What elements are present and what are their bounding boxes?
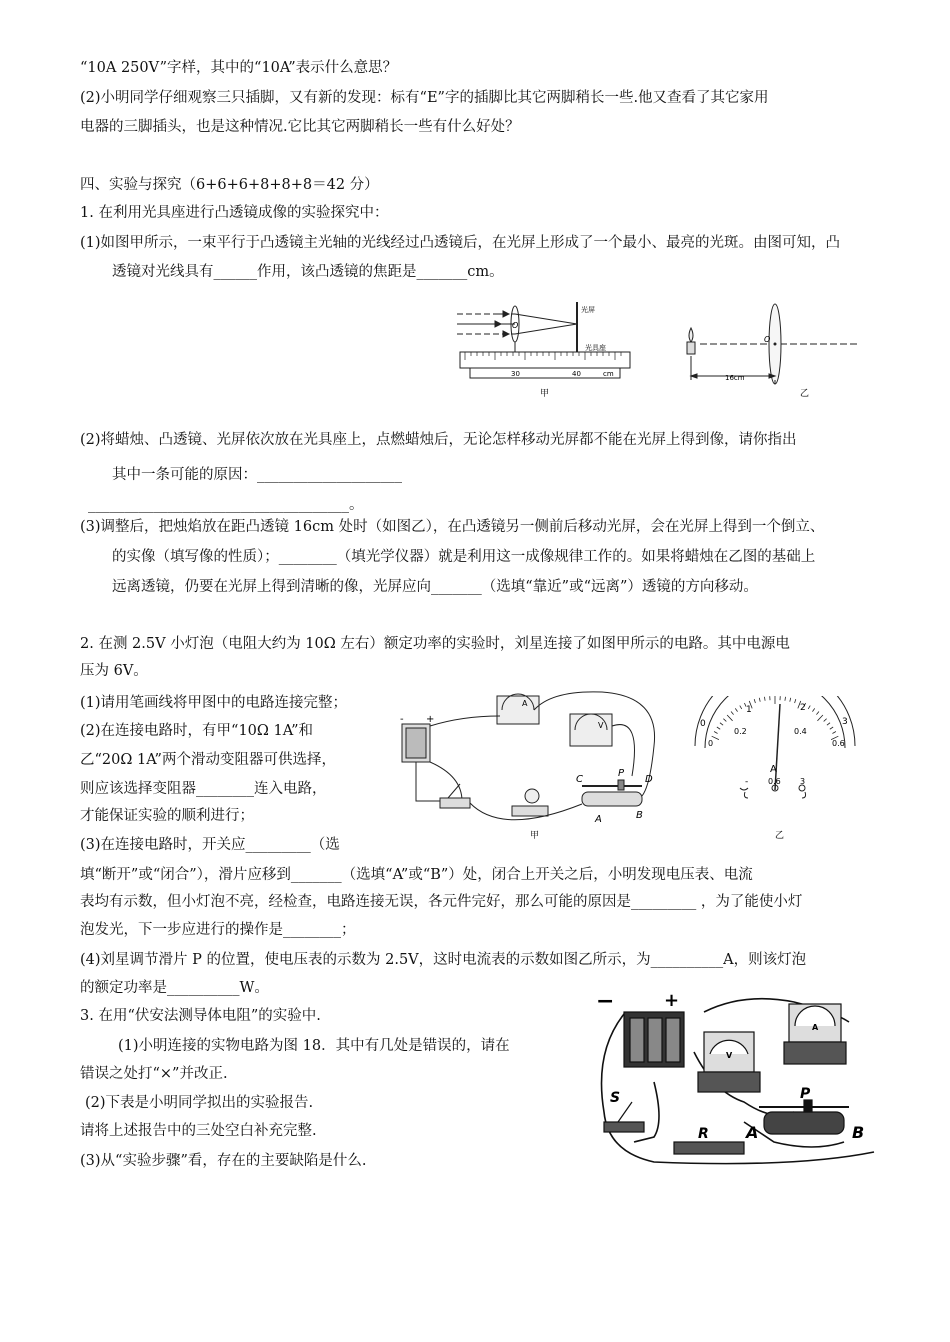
- scale-3: 3: [842, 717, 848, 727]
- voltmeter-label: V: [598, 721, 604, 730]
- resistor-r: R: [698, 1126, 709, 1142]
- text-line: 则应该选择变阻器________连入电路，: [80, 781, 327, 797]
- scale-small-06: 0.6: [832, 739, 845, 748]
- figure-optical-bench: [455, 300, 635, 400]
- text-line: (2)将蜡烛、凸透镜、光屏依次放在光具座上，点燃蜡烛后，无论怎样移动光屏都不能在光屏上得到像，请你指出: [80, 432, 797, 448]
- tick-30: 30: [511, 370, 520, 378]
- dial-tick: [727, 715, 732, 721]
- terminal-b: B: [636, 810, 643, 821]
- terminal-3: 3: [800, 777, 806, 786]
- question-2: 2. 在测 2.5V 小灯泡（电阻大约为 10Ω 左右）额定功率的实验时，刘星连接了如图甲所示的电路。其中电源电: [80, 636, 790, 652]
- text-line: (3)从“实验步骤”看，存在的主要缺陷是什么.: [80, 1153, 367, 1169]
- text-line: 才能保证实验的顺利进行；: [80, 808, 254, 824]
- text-line: 的额定功率是__________W。: [80, 980, 269, 996]
- terminal-b: B: [852, 1123, 865, 1142]
- ammeter-label: A: [812, 1023, 819, 1032]
- dial-tick: [808, 706, 810, 709]
- figure-18-circuit: [594, 992, 878, 1168]
- figure-caption: 甲: [540, 389, 550, 399]
- lens-label: O: [512, 321, 519, 330]
- unit-label: A: [770, 764, 777, 775]
- scale-small-04: 0.4: [794, 727, 807, 736]
- voltmeter-label: V: [726, 1051, 733, 1060]
- minus-label: -: [400, 714, 404, 725]
- terminal-c: C: [576, 774, 583, 785]
- dial-tick: [812, 708, 814, 711]
- dial-tick: [740, 706, 742, 709]
- text-line: 表均有示数，但小灯泡不亮，经检查，电路连接无误，各元件完好，那么可能的原因是_________ ，为了能使小灯: [80, 894, 803, 910]
- text-line: 电器的三脚插头，也是这种情况.它比其它两脚稍长一些有什么好处？: [80, 119, 520, 135]
- unit-label: cm: [603, 370, 614, 378]
- switch-s: S: [610, 1090, 621, 1106]
- slider-p: P: [800, 1086, 811, 1102]
- text-line: (2)小明同学仔细观察三只插脚，又有新的发现：标有“E”字的插脚比其它两脚稍长一些.他又查看了其它家用: [80, 90, 769, 106]
- text-line: (1)小明连接的实物电路为图 18．其中有几处是错误的，请在: [118, 1038, 510, 1054]
- question-1: 1. 在利用光具座进行凸透镜成像的实验探究中：: [80, 205, 389, 221]
- text-line: (4)刘星调节滑片 P 的位置，使电压表的示数为 2.5V，这时电流表的示数如图乙所示，为__________A，则该灯泡: [80, 952, 807, 968]
- scale-2: 2: [800, 703, 806, 713]
- figure-candle-lens: [680, 296, 865, 400]
- text-line: 请将上述报告中的三处空白补充完整.: [80, 1123, 317, 1139]
- terminal-minus: -: [745, 777, 749, 787]
- dial-tick: [795, 699, 796, 703]
- figure-ammeter-dial: [690, 696, 860, 842]
- text-line: 透镜对光线具有______作用，该凸透镜的焦距是_______cm。: [112, 264, 504, 280]
- dial-tick: [816, 712, 819, 715]
- lens-label: O: [764, 335, 771, 344]
- screen-label: 光屏: [581, 306, 595, 314]
- scale-small-0: 0: [708, 739, 714, 748]
- text-line: 远离透镜，仍要在光屏上得到清晰的像，光屏应向_______（选填“靠近”或“远离”）透镜的方向移动。: [112, 579, 758, 595]
- text-line: “10A 250V”字样，其中的“10A”表示什么意思？: [80, 60, 398, 76]
- dial-tick: [731, 712, 734, 715]
- terminal-a: A: [595, 814, 602, 825]
- scale-small-02: 0.2: [734, 727, 747, 736]
- terminal-06: 0.6: [768, 777, 781, 786]
- slider-p: P: [618, 768, 625, 779]
- dial-tick: [790, 698, 791, 702]
- scale-1: 1: [746, 705, 752, 715]
- section-heading: 四、实验与探究（6+6+6+8+8+8＝42 分）: [80, 177, 379, 193]
- dial-tick: [785, 697, 786, 701]
- text-line: (2)在连接电路时，有甲“10Ω 1A”和: [80, 723, 314, 739]
- dial-tick: [827, 723, 830, 725]
- dial-tick: [714, 732, 717, 734]
- terminal-a: A: [746, 1123, 759, 1142]
- scale-0: 0: [700, 719, 706, 729]
- text-line: 其中一条可能的原因：____________________: [112, 467, 402, 483]
- text-line: 的实像（填写像的性质）；________（填光学仪器）就是利用这一成像规律工作的。如果将蜡烛在乙图的基础上: [112, 549, 816, 565]
- dial-tick: [723, 719, 726, 722]
- figure-caption: 乙: [800, 389, 810, 399]
- plus-label: +: [426, 714, 435, 725]
- text-line: 乙“20Ω 1A”两个滑动变阻器可供选择，: [80, 752, 336, 768]
- bench-label: 光具座: [585, 344, 606, 352]
- dial-tick: [817, 715, 822, 721]
- dial-tick: [759, 698, 760, 702]
- dial-tick: [735, 708, 737, 711]
- text-line: 错误之处打“×”并改正.: [80, 1066, 228, 1082]
- text-line: (1)请用笔画线将甲图中的电路连接完整；: [80, 695, 348, 711]
- distance-label: 16cm: [725, 374, 745, 382]
- text-line: 泡发光，下一步应进行的操作是________；: [80, 922, 356, 938]
- minus-label: −: [596, 992, 615, 1014]
- plus-label: +: [664, 992, 680, 1011]
- question-3: 3. 在用“伏安法测导体电阻”的实验中.: [80, 1008, 321, 1024]
- text-line: (3)调整后，把烛焰放在距凸透镜 16cm 处时（如图乙），在凸透镜另一侧前后移动光屏，会在光屏上得到一个倒立、: [80, 519, 825, 535]
- terminal-d: D: [645, 774, 653, 785]
- dial-tick: [764, 697, 765, 701]
- text-line: ____________________________________。: [88, 497, 364, 513]
- dial-tick: [754, 699, 755, 703]
- dial-tick: [824, 719, 827, 722]
- text-line: (2)下表是小明同学拟出的实验报告.: [85, 1095, 314, 1111]
- dial-tick: [832, 732, 835, 734]
- ammeter-label: A: [522, 699, 528, 708]
- dial-tick: [830, 727, 833, 729]
- dial-tick: [717, 727, 720, 729]
- figure-caption: 乙: [775, 831, 785, 841]
- text-line: 填“断开”或“闭合”），滑片应移到_______（选填“A”或“B”）处，闭合上开关之后，小明发现电压表、电流: [80, 867, 753, 883]
- text-line: (1)如图甲所示，一束平行于凸透镜主光轴的光线经过凸透镜后，在光屏上形成了一个最小、最亮的光斑。由图可知，凸: [80, 235, 841, 251]
- text-line: (3)在连接电路时，开关应_________（选: [80, 837, 340, 853]
- figure-circuit: [392, 686, 674, 842]
- text-line: 压为 6V。: [80, 663, 148, 679]
- tick-40: 40: [572, 370, 581, 378]
- dial-tick: [720, 723, 723, 725]
- figure-caption: 甲: [530, 831, 540, 841]
